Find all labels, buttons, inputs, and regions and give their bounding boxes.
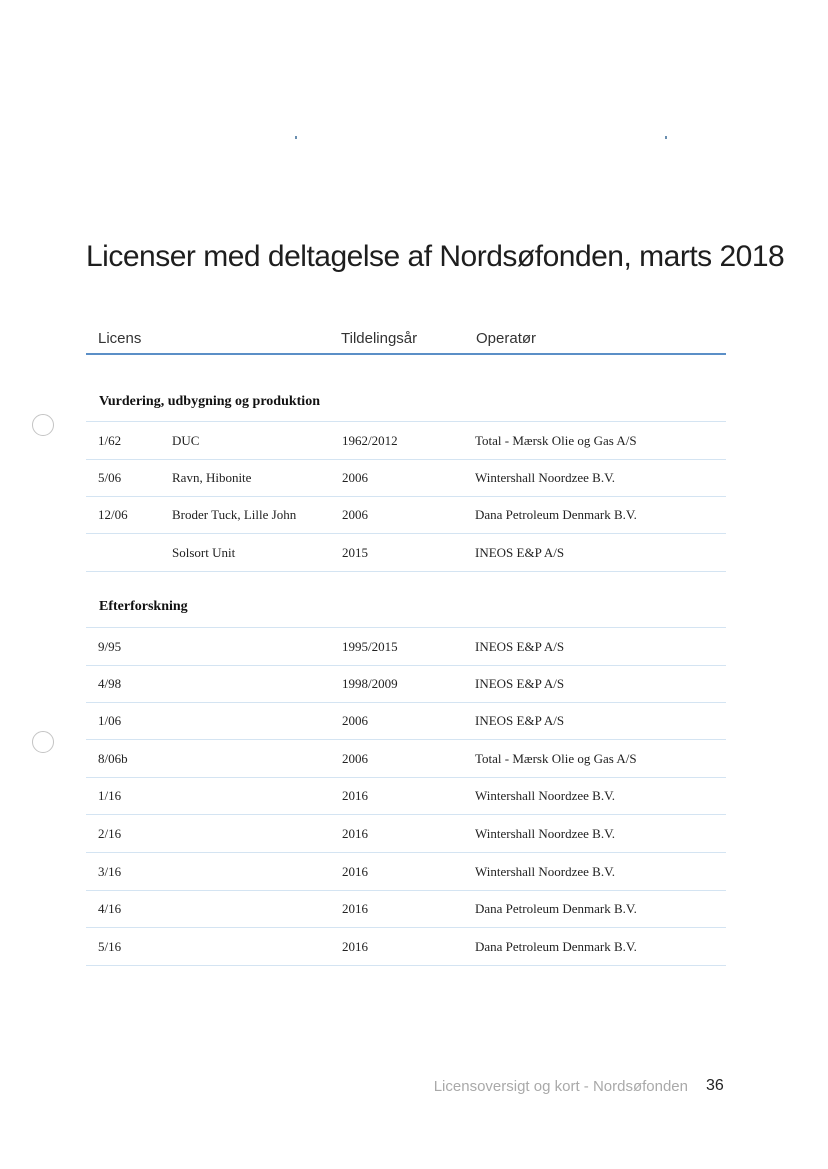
cell-licens: 12/06: [98, 507, 128, 523]
cell-operator: Wintershall Noordzee B.V.: [475, 863, 616, 879]
cell-licens: 2/16: [98, 826, 122, 841]
table-row: [86, 815, 726, 853]
cell-name: DUC: [172, 433, 200, 448]
section-heading: Vurdering, udbygning og produktion: [99, 394, 320, 409]
cell-licens: 3/16: [98, 863, 122, 879]
column-header-operator: Operatør: [476, 330, 537, 347]
cell-licens: 8/06b: [98, 750, 128, 766]
cell-operator: Total - Mærsk Olie og Gas A/S: [475, 750, 637, 766]
section-heading: Efterforskning: [99, 599, 188, 614]
cell-year: 2006: [342, 713, 368, 729]
cell-licens: 5/16: [98, 938, 122, 954]
table-row: [86, 534, 726, 572]
cell-year: 2016: [342, 863, 368, 879]
cell-name: Ravn, Hibonite: [172, 469, 252, 485]
cell-licens: 4/16: [98, 901, 122, 917]
table-row: [86, 853, 726, 891]
cell-year: 2015: [342, 544, 368, 560]
cell-operator: Dana Petroleum Denmark B.V.: [475, 938, 637, 954]
table-row: [86, 421, 726, 460]
cell-operator: INEOS E&P A/S: [475, 713, 565, 729]
table-row: [86, 740, 726, 778]
page-title: Licenser med deltagelse af Nordsøfonden, marts 2018: [86, 240, 785, 273]
cell-operator: Total - Mærsk Olie og Gas A/S: [475, 433, 637, 448]
cell-year: 2016: [342, 938, 368, 954]
cell-year: 1998/2009: [342, 675, 398, 691]
cell-operator: INEOS E&P A/S: [475, 639, 565, 654]
cell-operator: Wintershall Noordzee B.V.: [475, 788, 616, 804]
cell-operator: INEOS E&P A/S: [475, 544, 565, 560]
page-number: 36: [706, 1077, 724, 1094]
cell-licens: 1/62: [98, 433, 122, 448]
punch-hole: [32, 731, 54, 753]
cell-name: Solsort Unit: [172, 544, 236, 560]
cell-year: 1962/2012: [342, 433, 398, 448]
table-row: [86, 627, 726, 666]
table-row: [86, 702, 726, 740]
cell-operator: Dana Petroleum Denmark B.V.: [475, 901, 637, 917]
cell-year: 2006: [342, 507, 368, 523]
table-row: [86, 890, 726, 928]
cell-licens: 1/06: [98, 713, 122, 729]
scan-mark: [295, 136, 297, 139]
cell-name: Broder Tuck, Lille John: [172, 507, 297, 523]
cell-licens: 5/06: [98, 469, 122, 485]
column-header-licens: Licens: [98, 330, 142, 347]
column-header-year: Tildelingsår: [341, 330, 418, 347]
table-row: [86, 928, 726, 966]
footer-text: Licensoversigt og kort - Nordsøfonden: [433, 1078, 688, 1095]
punch-hole: [32, 414, 54, 436]
cell-year: 1995/2015: [342, 639, 398, 654]
table-row: [86, 777, 726, 815]
cell-operator: INEOS E&P A/S: [475, 675, 565, 691]
cell-year: 2016: [342, 901, 368, 917]
cell-operator: Wintershall Noordzee B.V.: [475, 469, 616, 485]
cell-year: 2016: [342, 788, 368, 804]
cell-operator: Wintershall Noordzee B.V.: [475, 826, 616, 841]
cell-licens: 4/98: [98, 675, 122, 691]
table-row: [86, 496, 726, 534]
cell-licens: 1/16: [98, 788, 122, 804]
cell-year: 2016: [342, 826, 368, 841]
table-row: [86, 459, 726, 497]
cell-year: 2006: [342, 750, 368, 766]
table-header: [86, 327, 726, 355]
table-row: [86, 665, 726, 703]
cell-year: 2006: [342, 469, 368, 485]
cell-licens: 9/95: [98, 639, 122, 654]
scan-mark: [665, 136, 667, 139]
cell-operator: Dana Petroleum Denmark B.V.: [475, 507, 637, 523]
